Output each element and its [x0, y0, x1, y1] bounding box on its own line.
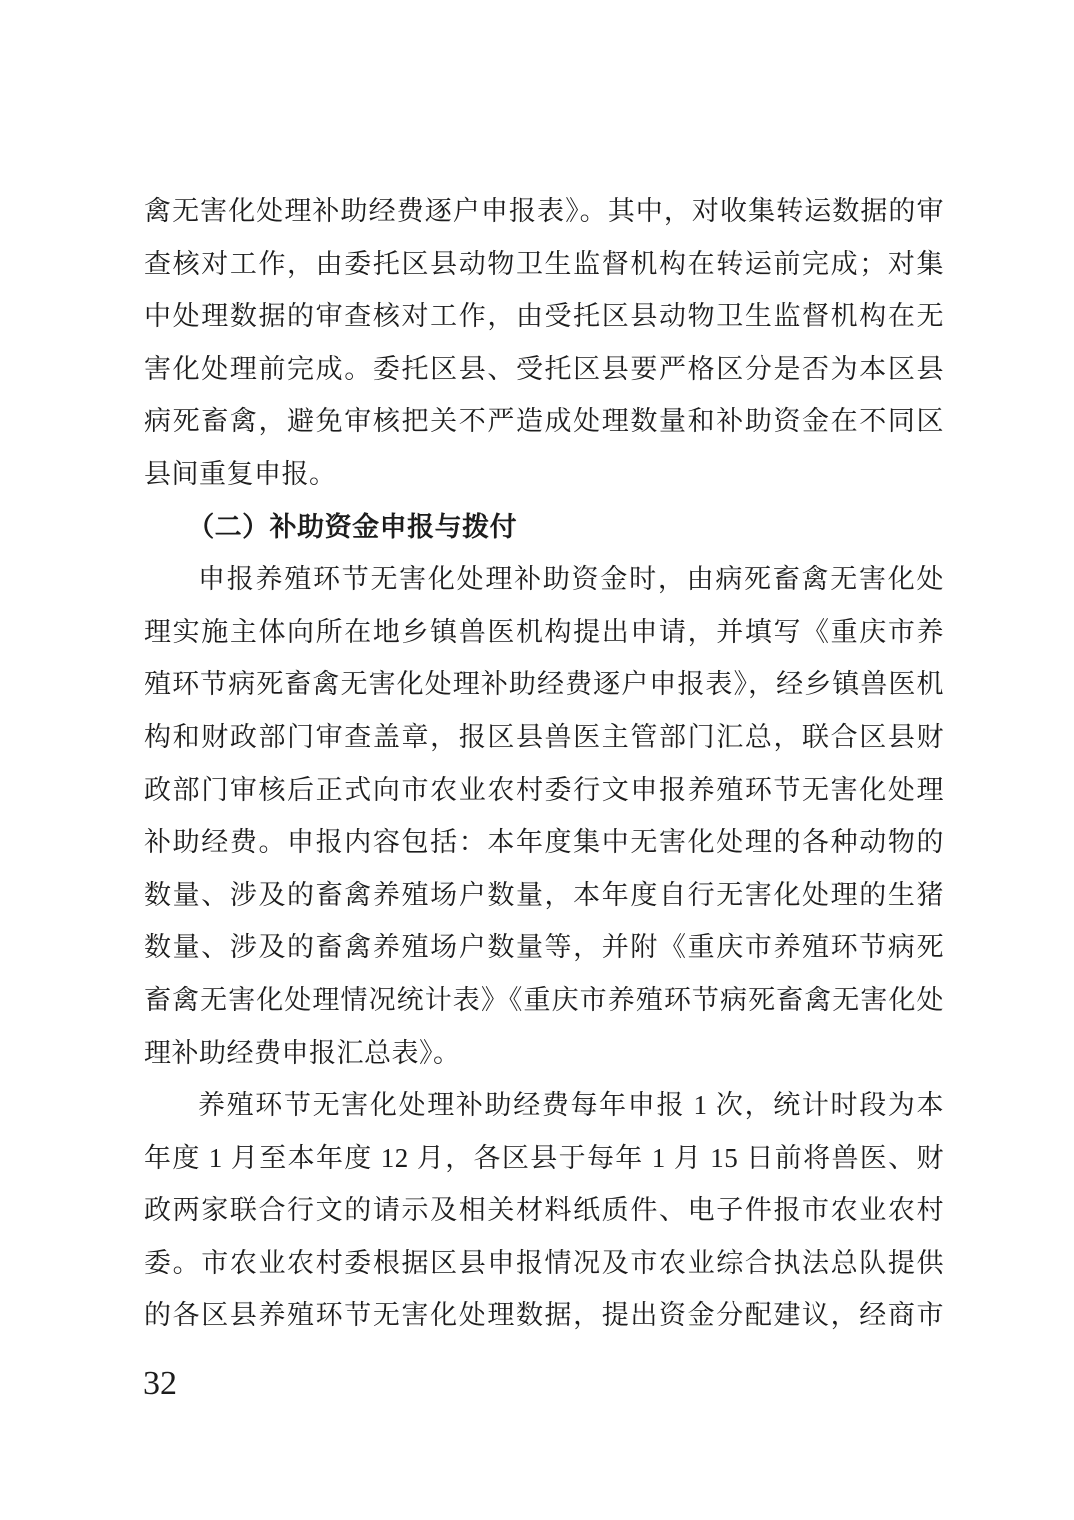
document-line: 政部门审核后正式向市农业农村委行文申报养殖环节无害化处理 [144, 774, 944, 805]
document-line: 年度 1 月至本年度 12 月，各区县于每年 1 月 15 日前将兽医、财 [144, 1142, 944, 1173]
page-number: 32 [143, 1365, 177, 1402]
document-line: 补助经费。申报内容包括：本年度集中无害化处理的各种动物的 [144, 827, 944, 858]
document-line: 申报养殖环节无害化处理补助资金时，由病死畜禽无害化处 [198, 564, 944, 595]
document-line: 中处理数据的审查核对工作，由受托区县动物卫生监督机构在无 [144, 301, 944, 332]
document-line: 畜禽无害化处理情况统计表》《重庆市养殖环节病死畜禽无害化处 [144, 984, 944, 1015]
document-line: 禽无害化处理补助经费逐户申报表》。其中，对收集转运数据的审 [144, 196, 944, 226]
document-line: 养殖环节无害化处理补助经费每年申报 1 次，统计时段为本 [198, 1090, 944, 1121]
document-line: 数量、涉及的畜禽养殖场户数量等，并附《重庆市养殖环节病死 [144, 932, 944, 963]
document-line: 政两家联合行文的请示及相关材料纸质件、电子件报市农业农村 [144, 1195, 944, 1226]
document-line: 县间重复申报。 [144, 458, 337, 489]
document-line: 理实施主体向所在地乡镇兽医机构提出申请，并填写《重庆市养 [144, 616, 944, 647]
section-heading: （二）补助资金申报与拨付 [187, 511, 518, 542]
document-line: 病死畜禽，避免审核把关不严造成处理数量和补助资金在不同区 [144, 406, 944, 437]
document-body [144, 185, 944, 1342]
document-line: 查核对工作，由委托区县动物卫生监督机构在转运前完成；对集 [144, 248, 944, 279]
document-line: 害化处理前完成。委托区县、受托区县要严格区分是否为本区县 [144, 353, 944, 384]
document-line: 的各区县养殖环节无害化处理数据，提出资金分配建议，经商市 [144, 1300, 944, 1331]
document-line: 殖环节病死畜禽无害化处理补助经费逐户申报表》，经乡镇兽医机 [144, 669, 944, 700]
document-line: 构和财政部门审查盖章，报区县兽医主管部门汇总，联合区县财 [144, 721, 944, 752]
document-line: 委。市农业农村委根据区县申报情况及市农业综合执法总队提供 [144, 1247, 944, 1278]
document-line: 数量、涉及的畜禽养殖场户数量，本年度自行无害化处理的生猪 [144, 879, 944, 910]
document-line: 理补助经费申报汇总表》。 [144, 1037, 461, 1068]
